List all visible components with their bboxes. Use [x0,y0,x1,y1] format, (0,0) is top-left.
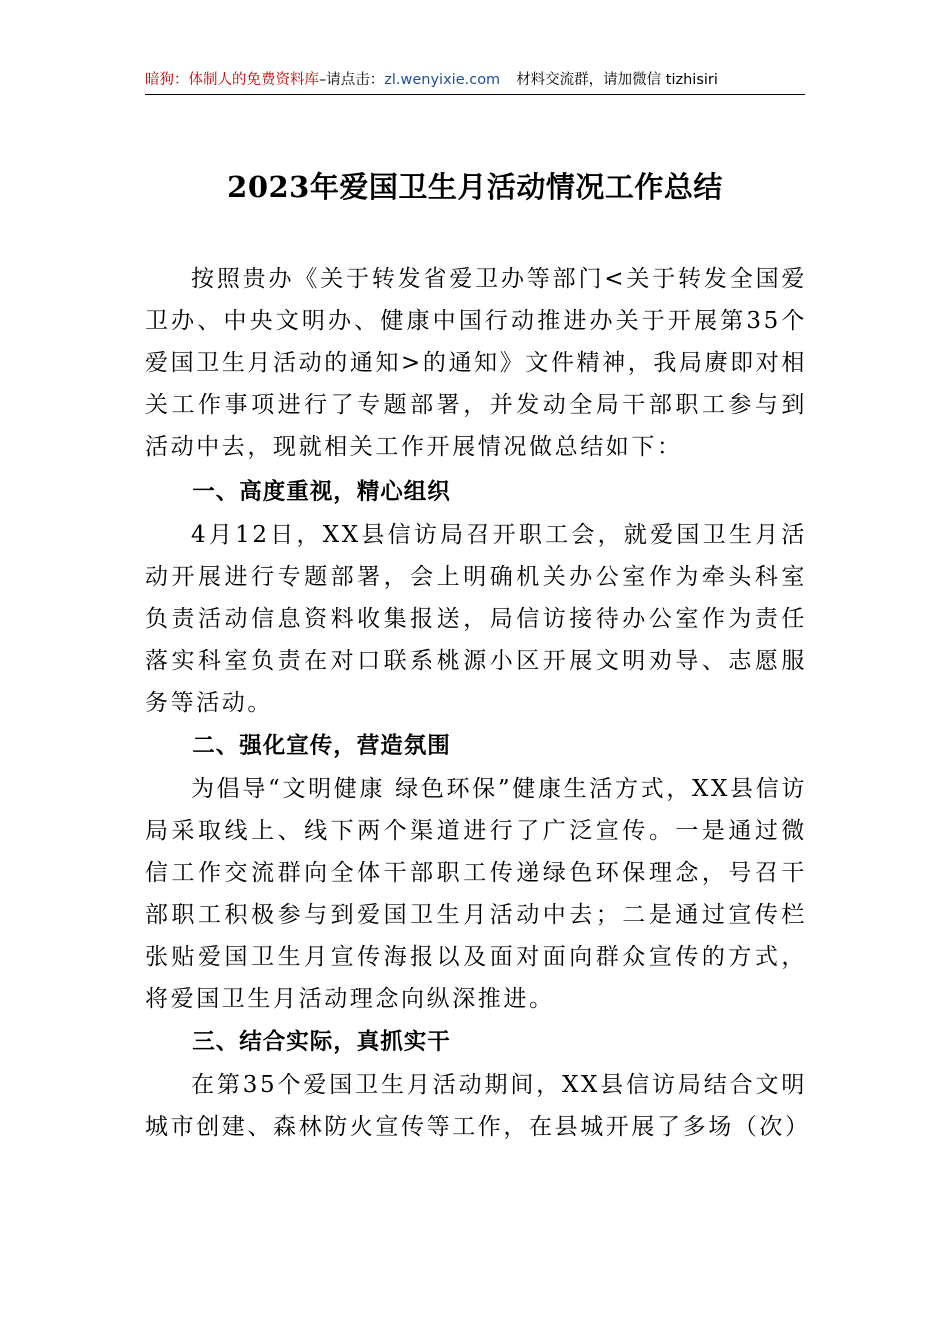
section-2-heading: 二、强化宣传，营造氛围 [192,733,451,759]
page-header [145,70,805,95]
section-3-body: 在第35个爱国卫生月活动期间，XX县信访局结合文明城市创建、森林防火宣传等工作，在县城开展了多场（次） [145,1072,811,1140]
section-3-heading: 三、结合实际，真抓实干 [192,1029,451,1055]
section-2-body: 为倡导“文明健康 绿色环保”健康生活方式，XX县信访局采取线上、线下两个渠道进行了广泛宣传。一是通过微信工作交流群向全体干部职工传递绿色环保理念，号召干部职工积极参与到爱国卫生月活动中去；二是通过宣传栏张贴爱国卫生月宣传海报以及面对面向群众宣传的方式，将爱国卫生月活动理念向纵深推进。 [145,776,807,1012]
section-1-heading: 一、高度重视，精心组织 [192,479,451,505]
section-1-body: 4月12日，XX县信访局召开职工会，就爱国卫生月活动开展进行专题部署，会上明确机关办公室作为牵头科室负责活动信息资料收集报送，局信访接待办公室作为责任落实科室负责在对口联系桃源小区开展文明劝导、志愿服务等活动。 [145,522,807,716]
document-title: 2023年爱国卫生月活动情况工作总结 [227,170,723,204]
header-brand: 暗狗：体制人的免费资料库 [145,72,319,88]
document-body [145,258,811,1148]
header-contact: 材料交流群，请加微信 tizhisiri [516,72,718,88]
header-prompt: –请点击： [319,72,385,88]
header-url-link[interactable]: zl.wenyixie.com [384,72,501,88]
intro-paragraph: 按照贵办《关于转发省爱卫办等部门<关于转发全国爱卫办、中央文明办、健康中国行动推进办关于开展第35个爱国卫生月活动的通知>的通知》文件精神，我局赓即对相关工作事项进行了专题部署，并发动全局干部职工参与到活动中去，现就相关工作开展情况做总结如下： [145,266,807,460]
